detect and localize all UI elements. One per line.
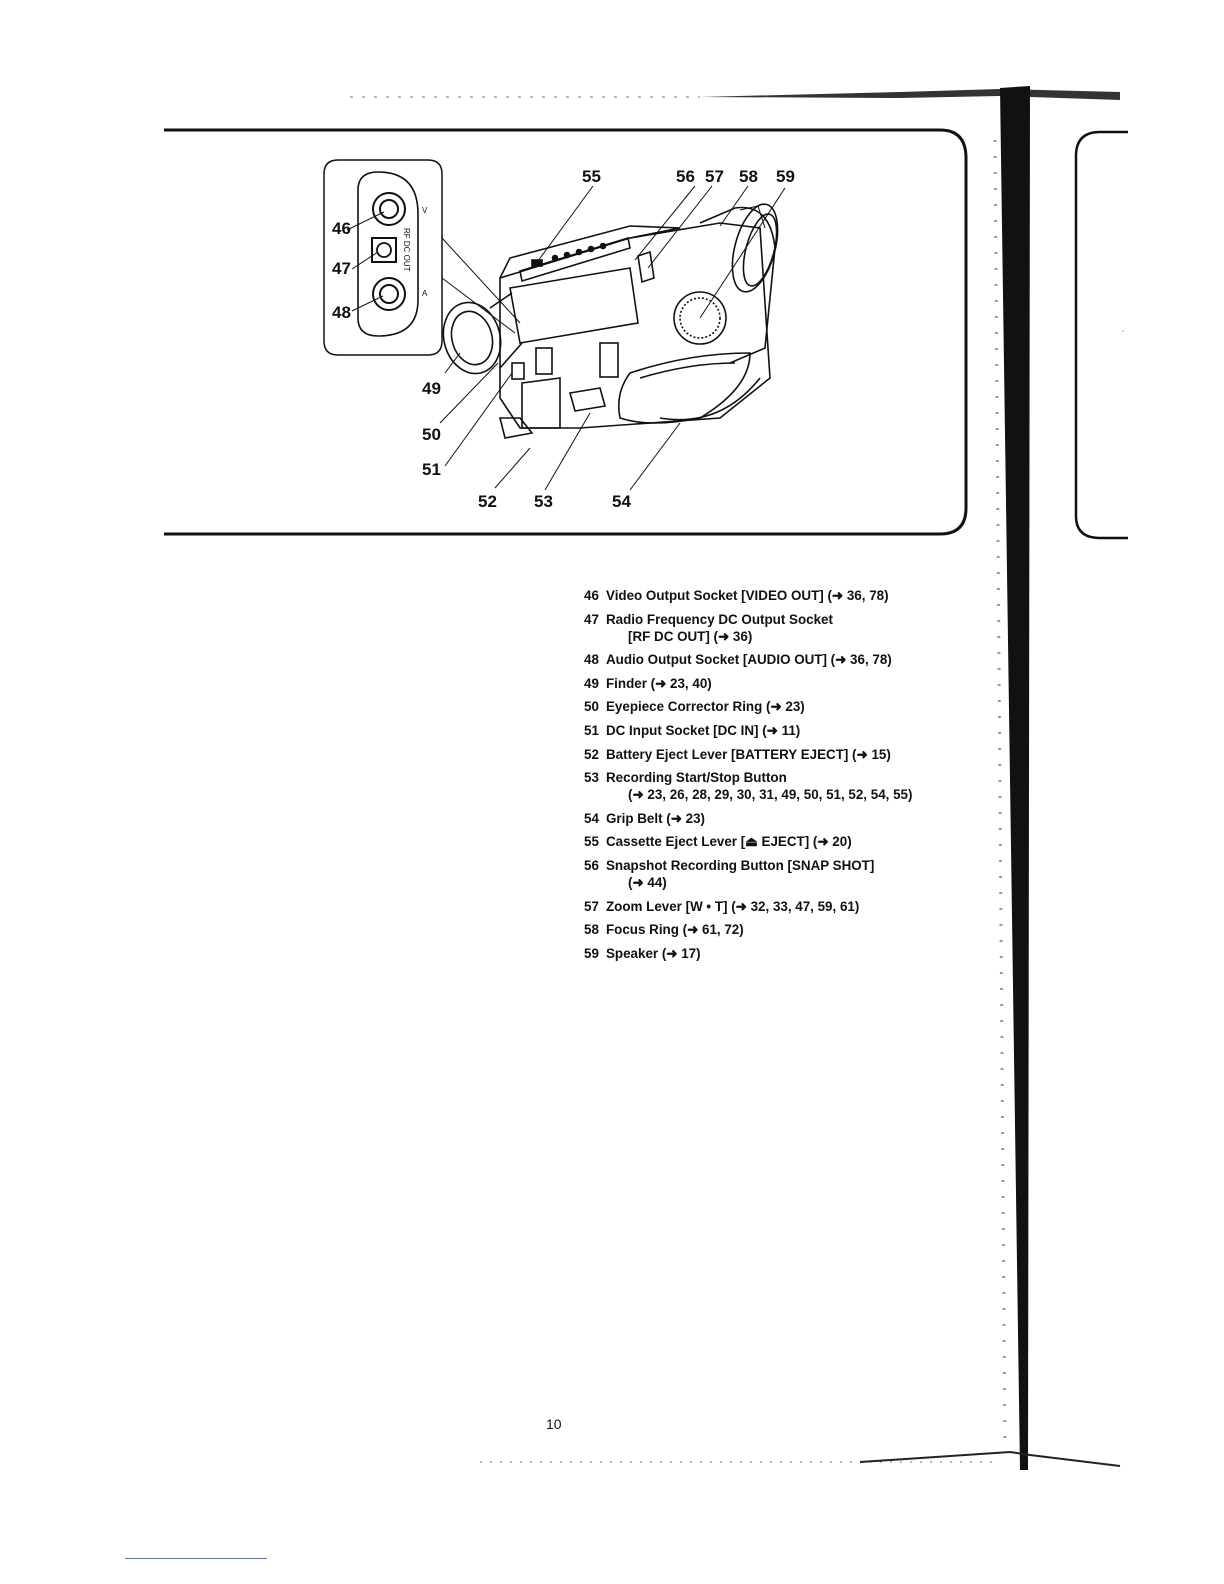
list-item: 47 Radio Frequency DC Output Socket [RF DC OUT] (➜ 36): [584, 611, 833, 644]
camcorder-illustration: [436, 199, 786, 438]
jack-label-v: V: [422, 206, 428, 215]
callout-50: 50: [422, 425, 441, 444]
list-item: 51 DC Input Socket [DC IN] (➜ 11): [584, 722, 801, 738]
list-item: 54 Grip Belt (➜ 23): [584, 810, 706, 826]
callout-59: 59: [776, 167, 795, 186]
list-item: 56 Snapshot Recording Button [SNAP SHOT] (➜ 44): [584, 857, 875, 890]
callout-56: 56: [676, 167, 695, 186]
list-item: 58 Focus Ring (➜ 61, 72): [584, 922, 744, 938]
page-number: 10: [546, 1416, 562, 1432]
callout-46: 46: [332, 219, 351, 238]
list-item: 52 Battery Eject Lever [BATTERY EJECT] (➜ 15): [584, 746, 891, 762]
list-item: 53 Recording Start/Stop Button (➜ 23, 26, 28, 29, 30, 31, 49, 50, 51, 52, 54, 55): [584, 770, 913, 803]
list-item: 57 Zoom Lever [W • T] (➜ 32, 33, 47, 59, 61): [584, 898, 860, 914]
callout-58: 58: [739, 167, 758, 186]
callout-55: 55: [582, 167, 601, 186]
list-item: 49 Finder (➜ 23, 40): [584, 675, 712, 691]
list-item: 59 Speaker (➜ 17): [584, 945, 701, 961]
parts-list: [584, 587, 984, 968]
callout-52: 52: [478, 492, 497, 511]
camera-diagram: [160, 128, 970, 538]
jack-label-rf: RF DC OUT: [402, 228, 411, 272]
jack-label-a: A: [422, 289, 428, 298]
callout-54: 54: [612, 492, 631, 511]
list-item: 48 Audio Output Socket [AUDIO OUT] (➜ 36, 78): [584, 652, 892, 668]
callout-57: 57: [705, 167, 724, 186]
callout-53: 53: [534, 492, 553, 511]
list-item: 55 Cassette Eject Lever [⏏ EJECT] (➜ 20): [584, 834, 852, 850]
callout-47: 47: [332, 259, 351, 278]
list-item: 46 Video Output Socket [VIDEO OUT] (➜ 36, 78): [584, 588, 889, 603]
svg-text:˙: ˙: [1122, 330, 1126, 341]
footer-rule: [125, 1558, 267, 1559]
list-item: 50 Eyepiece Corrector Ring (➜ 23): [584, 699, 805, 715]
callout-51: 51: [422, 460, 441, 479]
callout-48: 48: [332, 303, 351, 322]
callout-49: 49: [422, 379, 441, 398]
jack-inset: [324, 160, 520, 355]
